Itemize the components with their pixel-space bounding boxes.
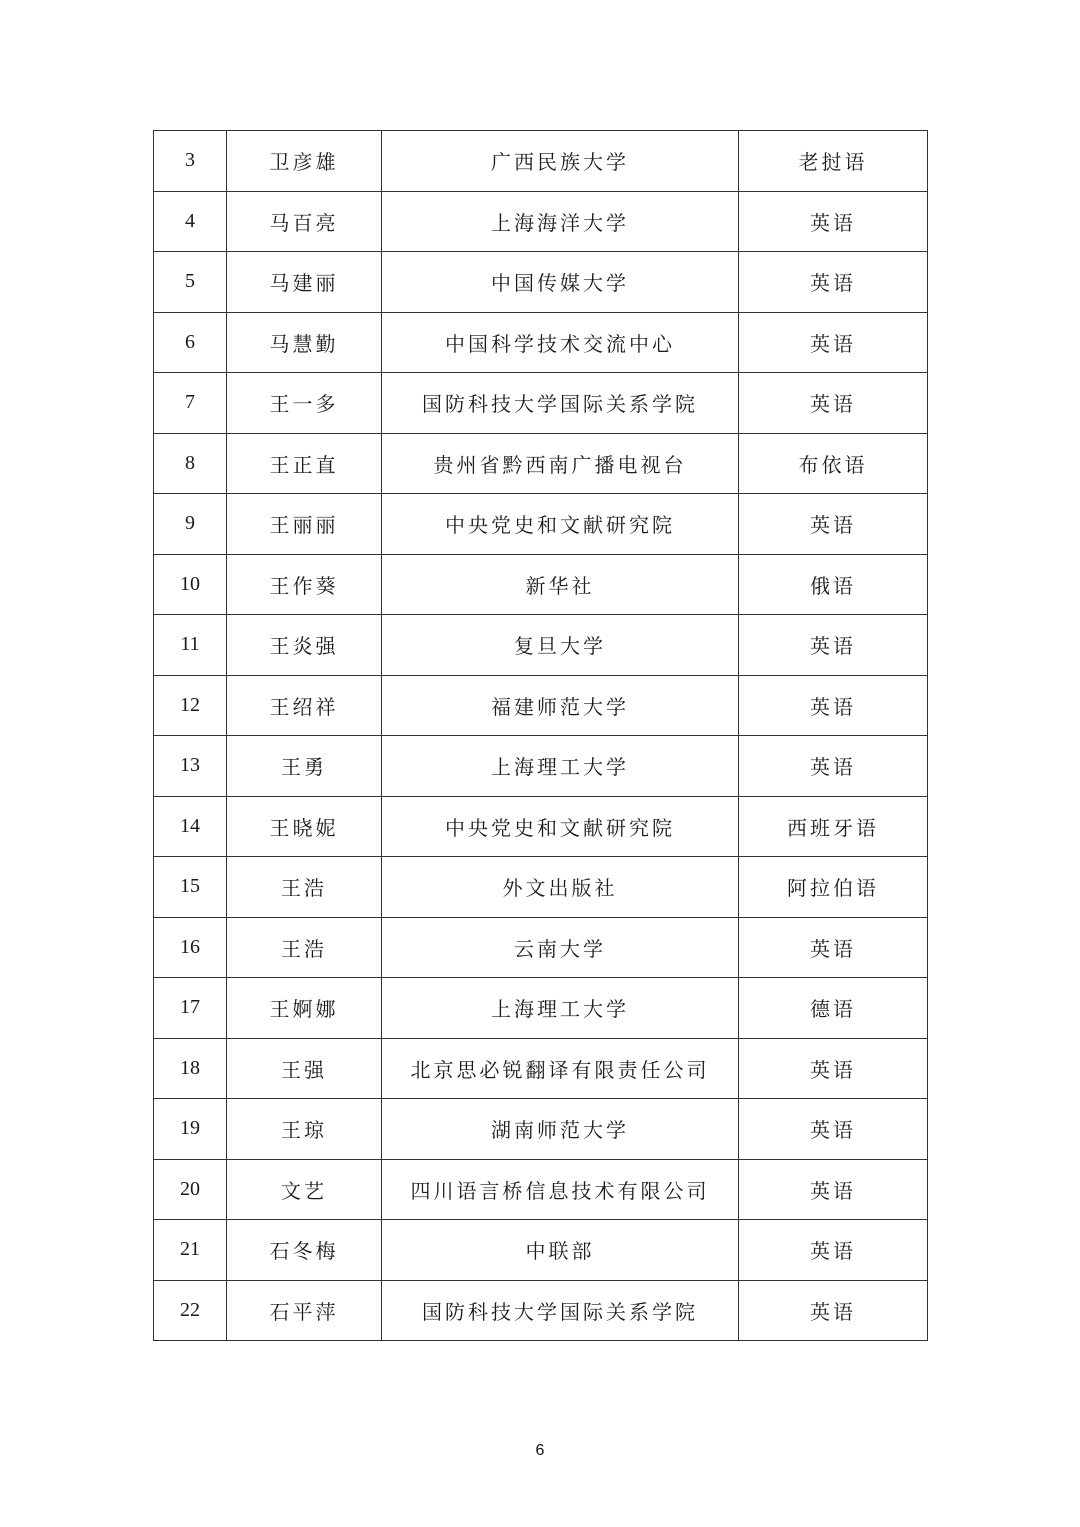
row-number-cell: 3	[154, 131, 227, 192]
language-cell: 英语	[739, 1099, 928, 1160]
name-cell: 卫彦雄	[227, 131, 382, 192]
table-row	[154, 131, 928, 192]
organization-cell: 中国传媒大学	[382, 252, 739, 313]
table-row	[154, 1280, 928, 1341]
language-cell: 西班牙语	[739, 796, 928, 857]
name-cell: 王婀娜	[227, 978, 382, 1039]
table-row	[154, 1220, 928, 1281]
name-cell: 王强	[227, 1038, 382, 1099]
language-cell: 老挝语	[739, 131, 928, 192]
name-cell: 王正直	[227, 433, 382, 494]
name-cell: 王浩	[227, 857, 382, 918]
table-row	[154, 615, 928, 676]
language-cell: 英语	[739, 615, 928, 676]
organization-cell: 国防科技大学国际关系学院	[382, 373, 739, 434]
organization-cell: 上海理工大学	[382, 736, 739, 797]
name-cell: 王浩	[227, 917, 382, 978]
table-row	[154, 312, 928, 373]
table-row	[154, 191, 928, 252]
row-number-cell: 8	[154, 433, 227, 494]
organization-cell: 贵州省黔西南广播电视台	[382, 433, 739, 494]
language-cell: 布依语	[739, 433, 928, 494]
organization-cell: 复旦大学	[382, 615, 739, 676]
row-number-cell: 15	[154, 857, 227, 918]
name-cell: 王作葵	[227, 554, 382, 615]
name-cell: 王晓妮	[227, 796, 382, 857]
table-row	[154, 433, 928, 494]
name-cell: 王一多	[227, 373, 382, 434]
table-row	[154, 736, 928, 797]
language-cell: 英语	[739, 252, 928, 313]
table-row	[154, 796, 928, 857]
table-row	[154, 554, 928, 615]
organization-cell: 北京思必锐翻译有限责任公司	[382, 1038, 739, 1099]
table-row	[154, 917, 928, 978]
name-cell: 王绍祥	[227, 675, 382, 736]
roster-table	[153, 130, 928, 1341]
name-cell: 马建丽	[227, 252, 382, 313]
organization-cell: 中央党史和文献研究院	[382, 494, 739, 555]
name-cell: 王炎强	[227, 615, 382, 676]
row-number-cell: 6	[154, 312, 227, 373]
table-row	[154, 1038, 928, 1099]
row-number-cell: 18	[154, 1038, 227, 1099]
row-number-cell: 13	[154, 736, 227, 797]
language-cell: 英语	[739, 675, 928, 736]
table-row	[154, 1159, 928, 1220]
language-cell: 英语	[739, 373, 928, 434]
row-number-cell: 20	[154, 1159, 227, 1220]
organization-cell: 国防科技大学国际关系学院	[382, 1280, 739, 1341]
row-number-cell: 5	[154, 252, 227, 313]
language-cell: 英语	[739, 1038, 928, 1099]
language-cell: 英语	[739, 191, 928, 252]
row-number-cell: 10	[154, 554, 227, 615]
table-row	[154, 1099, 928, 1160]
row-number-cell: 14	[154, 796, 227, 857]
row-number-cell: 16	[154, 917, 227, 978]
organization-cell: 中央党史和文献研究院	[382, 796, 739, 857]
row-number-cell: 17	[154, 978, 227, 1039]
row-number-cell: 11	[154, 615, 227, 676]
organization-cell: 上海海洋大学	[382, 191, 739, 252]
table-row	[154, 978, 928, 1039]
table-row	[154, 857, 928, 918]
organization-cell: 云南大学	[382, 917, 739, 978]
organization-cell: 广西民族大学	[382, 131, 739, 192]
organization-cell: 外文出版社	[382, 857, 739, 918]
table-row	[154, 675, 928, 736]
organization-cell: 福建师范大学	[382, 675, 739, 736]
name-cell: 文艺	[227, 1159, 382, 1220]
language-cell: 英语	[739, 1220, 928, 1281]
row-number-cell: 12	[154, 675, 227, 736]
organization-cell: 湖南师范大学	[382, 1099, 739, 1160]
language-cell: 俄语	[739, 554, 928, 615]
name-cell: 王丽丽	[227, 494, 382, 555]
name-cell: 王勇	[227, 736, 382, 797]
organization-cell: 中国科学技术交流中心	[382, 312, 739, 373]
table-row	[154, 373, 928, 434]
row-number-cell: 7	[154, 373, 227, 434]
language-cell: 英语	[739, 1159, 928, 1220]
table-row	[154, 494, 928, 555]
row-number-cell: 22	[154, 1280, 227, 1341]
row-number-cell: 9	[154, 494, 227, 555]
name-cell: 马百亮	[227, 191, 382, 252]
name-cell: 马慧勤	[227, 312, 382, 373]
roster-table-body	[154, 131, 928, 1341]
language-cell: 英语	[739, 736, 928, 797]
name-cell: 石平萍	[227, 1280, 382, 1341]
language-cell: 英语	[739, 917, 928, 978]
language-cell: 英语	[739, 1280, 928, 1341]
language-cell: 德语	[739, 978, 928, 1039]
name-cell: 王琼	[227, 1099, 382, 1160]
table-row	[154, 252, 928, 313]
organization-cell: 四川语言桥信息技术有限公司	[382, 1159, 739, 1220]
name-cell: 石冬梅	[227, 1220, 382, 1281]
language-cell: 英语	[739, 312, 928, 373]
organization-cell: 中联部	[382, 1220, 739, 1281]
organization-cell: 上海理工大学	[382, 978, 739, 1039]
row-number-cell: 19	[154, 1099, 227, 1160]
row-number-cell: 4	[154, 191, 227, 252]
language-cell: 阿拉伯语	[739, 857, 928, 918]
language-cell: 英语	[739, 494, 928, 555]
organization-cell: 新华社	[382, 554, 739, 615]
row-number-cell: 21	[154, 1220, 227, 1281]
page-number: 6	[535, 1442, 545, 1459]
